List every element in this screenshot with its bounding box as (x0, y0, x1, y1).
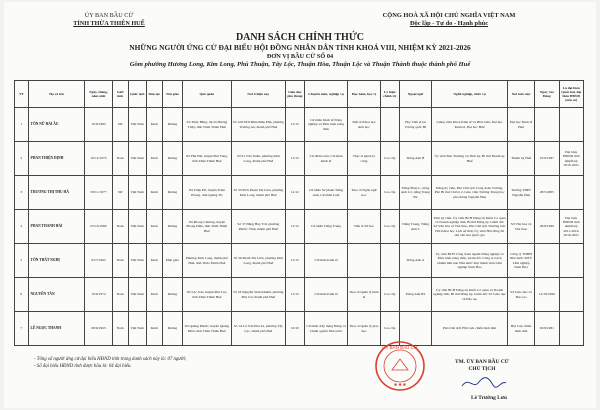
table-cell: Công ty TNHH Nhà nước MTV Lâm nghiệp Nam Hòa (508, 244, 535, 278)
table-cell: Thạc sĩ Quản lý kinh tế (348, 278, 381, 312)
table-cell: 28/8/1999 (535, 210, 559, 244)
svg-text:ỦY BAN BẦU CỬ: ỦY BAN BẦU CỬ (382, 345, 418, 350)
table-cell: Giảng viên Khoa Kinh tế và Phát triển, Đại học Kinh tế, Đại học Huế (432, 108, 508, 142)
table-cell: Cử nhân Tiếng Trung (304, 210, 347, 244)
table-cell: Cao cấp (380, 210, 399, 244)
column-header: Học hàm, học vị (348, 81, 381, 108)
table-cell: Cao cấp (380, 142, 399, 176)
table-cell: 05/10/1969 (85, 210, 112, 244)
handwritten-signature (459, 374, 509, 392)
table-cell: Tiếng Anh B (399, 142, 432, 176)
table-cell: Việt Nam (128, 210, 146, 244)
table-cell: 03/7/1965 (85, 244, 112, 278)
column-header: Ngày, tháng, năm sinh (85, 81, 112, 108)
table-row (15, 142, 584, 176)
table-cell: 25/9/1997 (535, 142, 559, 176)
table-cell: Đại biểu HĐND tỉnh nhiệm kỳ 2016-2021 (559, 142, 584, 176)
table-cell: Không (162, 108, 182, 142)
table-cell: Nam (112, 278, 128, 312)
table-cell: 10/12/1975 (85, 142, 112, 176)
table-cell: Thạc sĩ Quản lý giáo dục (348, 312, 381, 346)
table-cell: Không (162, 312, 182, 346)
table-cell: Thạc sĩ Ngôn ngữ học (348, 176, 381, 210)
table-cell: 03/11/1977 (85, 176, 112, 210)
table-cell: Trường THPT Nguyễn Huệ (508, 176, 535, 210)
sign-title: CHỦ TỊCH (468, 366, 496, 372)
table-cell: 4 (15, 210, 29, 244)
table-cell: Kinh (146, 244, 162, 278)
table-cell: Xã Phong Chương, huyện Phong Điền, tỉnh Thừa Thiên Huế (182, 210, 231, 244)
table-cell: Xã Quảng Phước, huyện Quảng Điền, tỉnh Thừa Thiên Huế (182, 312, 231, 346)
table-cell: 12/12 (285, 278, 304, 312)
table-cell: Nam (112, 244, 128, 278)
table-cell: 14/10/1999 (535, 278, 559, 312)
table-header-row (15, 81, 584, 108)
column-header: Dân tộc (146, 81, 162, 108)
nation-name: CỘNG HOÀ XÃ HỘI CHỦ NGHĨA VIỆT NAM (382, 12, 516, 19)
table-cell: Không (162, 176, 182, 210)
national-heading (334, 12, 564, 28)
table-cell: Không (162, 142, 182, 176)
table-row (15, 244, 584, 278)
table-cell: Xã Lộc Sơn, huyện Phú Lộc, tỉnh Thừa Thiên Huế (182, 278, 231, 312)
table-cell: Nam (112, 142, 128, 176)
table-cell: Nữ (112, 108, 128, 142)
table-cell: Phường Kim Long, thành phố Huế, tỉnh Thừa Thiên Huế (182, 244, 231, 278)
table-cell: Việt Nam (128, 176, 146, 210)
candidate-name: TRƯƠNG THỊ THU HÀ (28, 176, 85, 210)
column-header: Quê quán (182, 81, 231, 108)
table-cell: 12/12 (285, 142, 304, 176)
table-cell: Đảng ủy viên, Phó Chủ tịch Công đoàn Trường, Phó Bí thư Chi bộ 2, Giáo viên Trường Trung học phổ thông Nguyễn Huệ (432, 176, 508, 210)
table-cell: Cao cấp (380, 176, 399, 210)
table-cell: 1 (15, 108, 29, 142)
table-cell (559, 278, 584, 312)
document-subtitle: NHỮNG NGƯỜI ỨNG CỬ ĐẠI BIỂU HỘI ĐỒNG NHÂN DÂN TỈNH KHOÁ VIII, NHIỆM KỲ 2021-2026 (129, 43, 471, 52)
table-cell (559, 244, 584, 278)
candidate-name: PHAN THANH HẢI (28, 210, 85, 244)
table-cell: 28/5/2005 (535, 176, 559, 210)
column-header: Là đại biểu Quốc hội, đại biểu HĐND (nếu có) (559, 81, 584, 108)
table-cell: Tiếng Anh B2 (399, 278, 432, 312)
column-header: Giáo dục phổ thông (285, 81, 304, 108)
column-header: Tôn giáo (162, 81, 182, 108)
table-cell: 12/12 (285, 210, 304, 244)
sign-authority: TM. ỦY BAN BẦU CỬ (455, 359, 509, 365)
table-cell: Học Tiến sĩ tại Vương quốc Bỉ (399, 108, 432, 142)
table-cell: Cử nhân Kinh tế (304, 244, 347, 278)
table-cell: 5 (15, 244, 29, 278)
footnotes (34, 356, 186, 370)
table-cell: Ủy viên Ban Thường vụ Tỉnh ủy, Bí thư Thành ủy Huế (432, 142, 508, 176)
table-cell: Sở Văn hóa và Thể thao (508, 210, 535, 244)
table-cell: Số 35/20/6 Phạm Thị Liên, phường Kim Long, thành phố Huế (231, 176, 285, 210)
column-header: Ngoại ngữ (399, 81, 432, 108)
column-header: Giới tính (112, 81, 128, 108)
table-row (15, 210, 584, 244)
table-cell: Cử nhân Kinh tế Nông nghiệp và Phát triển nông thôn (304, 108, 347, 142)
table-cell (559, 176, 584, 210)
table-cell: Phật giáo (162, 244, 182, 278)
table-cell: Tỉnh ủy viên, Ủy viên BCH Đảng bộ Khối Cơ quan và Doanh nghiệp tỉnh, Bí thư Đảng ủy, Giám đốc Sở Văn hóa và Thể thao, Phó Chủ tịch Thường trực Hội Khoa học Lịch sử tỉnh; Ủy viên Hội đồng Di sản văn hóa Quốc gia (432, 210, 508, 244)
table-cell: Số 18 Nguyễn Sinh Khiêm, phường Phú Cát, thành phố Huế (231, 278, 285, 312)
table-cell: Không (162, 210, 182, 244)
table-cell: Xã Phú Hải, huyện Phú Vang, tỉnh Thừa Thiên Huế (182, 142, 231, 176)
table-row (15, 312, 584, 346)
footnote-seats: - Số đại biểu HĐND tỉnh được bầu là: 04 đại biểu. (34, 364, 132, 369)
table-cell: Xã Thủy Bằng, thị xã Hương Thủy, tỉnh Thừa Thiên Huế (182, 108, 231, 142)
column-header: Nơi ở hiện nay (231, 81, 285, 108)
table-cell: Số 1A Lê Sơn Phu Tá, phường Tây Lộc, thành phố Huế (231, 312, 285, 346)
table-cell (559, 108, 584, 142)
table-cell: 19/9/1974 (85, 278, 112, 312)
table-cell: Tiếng Pháp C, tiếng Anh C2, tiếng Trung B2 (399, 176, 432, 210)
table-cell: 12/12 (285, 244, 304, 278)
table-cell: 10/10 (285, 312, 304, 346)
table-cell: 2 (15, 142, 29, 176)
table-cell (380, 108, 399, 142)
table-cell: 7 (15, 312, 29, 346)
org-line1: ỦY BAN BẦU CỬ (84, 12, 134, 19)
candidate-name: TÔN NỮ HẢI ÂU (28, 108, 85, 142)
table-cell: Kinh (146, 210, 162, 244)
table-cell: Việt Nam (128, 108, 146, 142)
table-cell (559, 312, 584, 346)
table-cell: Việt Nam (128, 278, 146, 312)
table-cell: Nam (112, 312, 128, 346)
table-cell: Cử nhân Xây dựng Đảng và Chính quyền Nhà nước (304, 312, 347, 346)
table-cell: Nữ (112, 176, 128, 210)
table-cell: Kinh (146, 312, 162, 346)
candidate-name: PHAN THIỆN ĐỊNH (28, 142, 85, 176)
table-cell (535, 244, 559, 278)
document-page (4, 2, 596, 408)
table-cell: 6 (15, 278, 29, 312)
table-cell: Ủy viên BCH Đảng bộ Khối Cơ quan và Doanh nghiệp tỉnh, Bí thư Đảng ủy, Giám đốc Sở Giáo dục và Đào tạo (432, 278, 508, 312)
table-cell: Kinh (146, 176, 162, 210)
column-header: Nơi làm việc (508, 81, 535, 108)
table-cell: Kinh (146, 108, 162, 142)
table-cell: Cử nhân Sư phạm Tiếng Anh, Cử nhân Luật (304, 176, 347, 210)
table-cell: Ủy viên BCH Công đoàn ngành Nông nghiệp và Phát triển nông thôn, Giám đốc Công ty trách nhiệm hữu hạn Nhà nước một thành viên Lâm nghiệp Nam Hòa (432, 244, 508, 278)
table-cell: 16/9/1983 (85, 108, 112, 142)
table-cell: Sở Giáo dục và Đào tạo (508, 278, 535, 312)
table-cell: Việt Nam (128, 312, 146, 346)
table-cell: Cao cấp (380, 278, 399, 312)
table-cell: Hội Cựu chiến binh tỉnh (508, 312, 535, 346)
column-header: TT (15, 81, 29, 108)
table-cell: Số 37 Đặng Huy Trứ, phường Phước Vĩnh, thành phố Huế (231, 210, 285, 244)
table-cell (535, 108, 559, 142)
table-cell: Số 91 Văn Xuân, phường Kim Long, thành phố Huế (231, 142, 285, 176)
candidate-name: TÔN THẤT NGHỊ (28, 244, 85, 278)
table-cell: Tiếng Trung, Tiếng Anh C (399, 210, 432, 244)
table-cell: Cử nhân Luật, Cử nhân Kinh tế (304, 142, 347, 176)
table-cell: 12/12 (285, 108, 304, 142)
table-cell: 3 (15, 176, 29, 210)
table-cell: Nam (112, 210, 128, 244)
table-cell: Đại biểu HĐND tỉnh nhiệm kỳ 2011-2016, 2016-2021 (559, 210, 584, 244)
table-cell: Không (162, 278, 182, 312)
electoral-scope: Gồm phường Hương Long, Kim Long, Phú Thuận, Tây Lộc, Thuận Hòa, Thuận Lộc và Thuận Thành thuộc thành phố Huế (129, 61, 471, 68)
table-cell: Phó Chủ tịch Hội Cựu chiến binh tỉnh (432, 312, 508, 346)
table-cell: Việt Nam (128, 244, 146, 278)
table-cell (348, 244, 381, 278)
table-cell: 02/9/1981 (535, 312, 559, 346)
table-cell (380, 244, 399, 278)
table-cell: Kinh (146, 278, 162, 312)
table-cell: Tiến sĩ Sử học (348, 210, 381, 244)
table-cell: Tiếng Anh A (399, 244, 432, 278)
org-line2: TỈNH THỪA THIÊN HUẾ (73, 20, 145, 27)
issuing-org (44, 12, 174, 28)
table-cell: Thạc sĩ Quản lý công (348, 142, 381, 176)
column-header: Ngày vào Đảng (535, 81, 559, 108)
table-row (15, 108, 584, 142)
national-motto: Độc lập - Tự do - Hạnh phúc (409, 20, 489, 27)
candidate-name: NGUYỄN TÂN (28, 278, 85, 312)
table-cell: Đại học Kinh tế Huế (508, 108, 535, 142)
column-header: Quốc tịch (128, 81, 146, 108)
signer-name: Lê Trường Lưu (471, 395, 507, 401)
footnote-total: - Tổng số người ứng cử đại biểu HĐND tỉnh trong danh sách này là: 07 người; (34, 357, 187, 362)
table-cell: Thành ủy Huế (508, 142, 535, 176)
svg-text:✱ ✱ ✱: ✱ ✱ ✱ (393, 382, 407, 387)
candidate-name: LÊ NGỌC THANH (28, 312, 85, 346)
candidate-table (14, 80, 584, 346)
table-row (15, 278, 584, 312)
table-cell: Số 36 Phạm Thị Liên, phường Kim Long, thành phố Huế (231, 244, 285, 278)
table-cell: Tiến sĩ Khoa học sinh học (348, 108, 381, 142)
electoral-unit: ĐƠN VỊ BẦU CỬ SỐ 04 (266, 53, 334, 60)
table-cell: Việt Nam (128, 142, 146, 176)
table-cell: Cử nhân Kinh tế (304, 278, 347, 312)
table-cell: 12/12 (285, 176, 304, 210)
table-cell: 08/6/1963 (85, 312, 112, 346)
column-header: Lý luận chính trị (380, 81, 399, 108)
column-header: Họ và tên (28, 81, 85, 108)
table-cell: Cao cấp (380, 312, 399, 346)
signature-block (422, 359, 542, 373)
column-header: Chuyên môn, nghiệp vụ (304, 81, 347, 108)
table-row (15, 176, 584, 210)
table-cell: Kinh (146, 142, 162, 176)
official-stamp (374, 340, 426, 392)
document-title: DANH SÁCH CHÍNH THỨC (235, 32, 365, 43)
table-cell: Số 120/18/8 Điện Biên Phủ, phường Trường An, thành phố Huế (231, 108, 285, 142)
column-header: Nghề nghiệp, chức vụ (432, 81, 508, 108)
table-cell: Xã Triệu Đô, huyện Triệu Phong, tỉnh Quảng Trị (182, 176, 231, 210)
